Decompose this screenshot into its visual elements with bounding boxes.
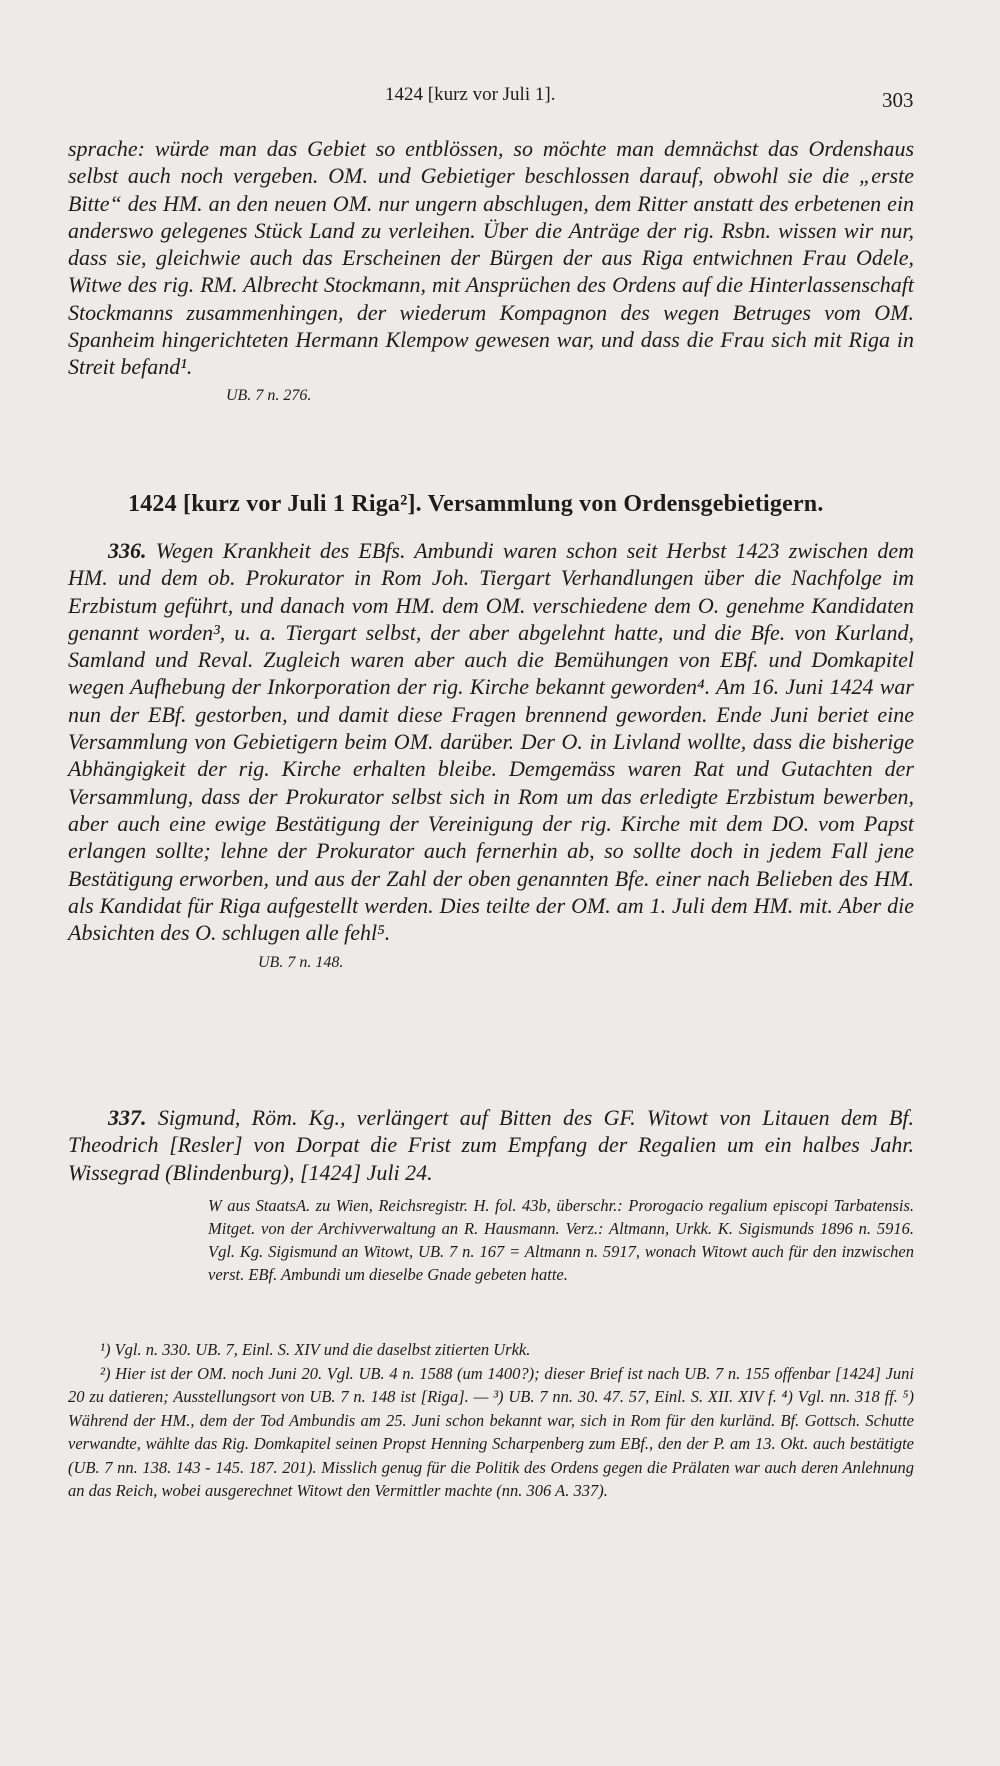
entry-336-number: 336. [108, 538, 147, 563]
page-number: 303 [882, 88, 914, 112]
entry-336-source: UB. 7 n. 148. [258, 954, 344, 972]
entry-337 [68, 1104, 914, 1286]
entry-337-paragraph [68, 1104, 914, 1186]
entry-336-paragraph [68, 537, 914, 946]
intro-source: UB. 7 n. 276. [226, 386, 312, 404]
section-heading: 1424 [kurz vor Juli 1 Riga²]. Versammlung von Ordensgebietigern. [128, 491, 824, 517]
intro-section [68, 135, 914, 405]
entry-337-note: W aus StaatsA. zu Wien, Reichsregistr. H. fol. 43b, überschr.: Prorogacio regalium episcopi Tarbatensis. Mitget. von der Archivverwaltung an R. Hausmann. Verz.: Altmann, Urkk. K. Sigismunds 1896 n. 5916. Vgl. Kg. Sigismund an Witowt, UB. 7 n. 167 = Altmann n. 5917, wonach Witowt auch für den inzwischen verst. EBf. Ambundi um dieselbe Gnade gebeten hatte. [208, 1195, 914, 1284]
entry-336 [68, 537, 914, 972]
running-title: 1424 [kurz vor Juli 1]. [385, 84, 556, 105]
entry-336-text: Wegen Krankheit des EBfs. Ambundi waren schon seit Herbst 1423 zwischen dem HM. und dem ob. Prokurator in Rom Joh. Tiergart Verhandlungen über die Nachfolge im Erzbistum geführt, und danach vom HM. dem OM. verschiedene dem O. genehme Kandidaten genannt worden³, u. a. Tiergart selbst, der aber abgelehnt hatte, und die Bfe. von Kurland, Samland und Reval. Zugleich waren aber auch die Bemühungen von EBf. und Domkapitel wegen Aufhebung der Inkorporation der rig. Kirche bekannt geworden⁴. Am 16. Juni 1424 war nun der EBf. gestorben, und damit diese Fragen brennend geworden. Ende Juni beriet eine Versammlung von Gebietigern beim OM. darüber. Der O. in Livland wollte, dass die bisherige Abhängigkeit der rig. Kirche erhalten bleibe. Demgemäss waren Rat und Gutachten der Versammlung, dass der Prokurator selbst sich in Rom um das erledigte Erzbistum bewerben, aber auch eine ewige Bestätigung der Vereinigung der rig. Kirche mit dem DO. vom Papst erlangen sollte; lehne der Prokurator auch fernerhin ab, so sollte doch in jedem Fall jene Bestätigung erworben, und aus der Zahl der oben genannten Bfe. einer nach Belieben des HM. als Kandidat für Riga aufgestellt werden. Dies teilte der OM. am 1. Juli dem HM. mit. Aber die Absichten des O. schlugen alle fehl⁵. [68, 538, 914, 946]
intro-paragraph: sprache: würde man das Gebiet so entblössen, so möchte man demnächst das Ordenshaus selbst auch noch vergeben. OM. und Gebietiger beschlossen darauf, obwohl sie die „erste Bitte“ des HM. an den neuen OM. nur ungern abschlugen, dem Ritter anstatt des erbetenen ein anderswo gelegenes Stück Land zu verleihen. Über die Anträge der rig. Rsbn. wissen wir nur, dass sie, gleichwie auch das Erscheinen der Bürgen der aus Riga entwichnen Frau Odele, Witwe des rig. RM. Albrecht Stockmann, mit Ansprüchen des Ordens auf die Hinterlassenschaft Stockmanns zusammenhingen, der wiederum Kompagnon des wegen Betruges vom OM. Spanheim hingerichteten Hermann Klempow gewesen war, und dass die Frau sich mit Riga in Streit befand¹. [68, 136, 914, 380]
entry-337-text: Sigmund, Röm. Kg., verlängert auf Bitten des GF. Witowt von Litauen dem Bf. Theodrich [Resler] von Dorpat die Frist zum Empfang der Regalien um ein halbes Jahr. Wissegrad (Blindenburg), [1424] Juli 24. [68, 1105, 914, 1185]
footnote-2: ²) Hier ist der OM. noch Juni 20. Vgl. UB. 4 n. 1588 (um 1400?); dieser Brief ist nach UB. 7 n. 155 offenbar [1424] Juni 20 zu datieren; Ausstellungsort von UB. 7 n. 148 ist [Riga]. — ³) UB. 7 nn. 30. 47. 57, Einl. S. XII. XIV f. ⁴) Vgl. nn. 318 ff. ⁵) Während der HM., dem der Tod Ambundis am 25. Juni schon bekannt war, sich in Rom für den kurländ. Bf. Gottsch. Schutte verwandte, wählte das Rig. Domkapitel seinen Propst Henning Scharpenberg zum EBf., den der P. am 13. Okt. auch bestätigte (UB. 7 nn. 138. 143 - 145. 187. 201). Misslich genug für die Politik des Ordens gegen die Prälaten war auch deren Anlehnung an das Reich, wobei ausgerechnet Witowt den Vermittler machte (nn. 306 A. 337). [68, 1363, 914, 1500]
footnotes [68, 1338, 914, 1503]
footnote-1: ¹) Vgl. n. 330. UB. 7, Einl. S. XIV und die daselbst zitierten Urkk. [100, 1340, 531, 1359]
entry-337-number: 337. [108, 1105, 147, 1130]
